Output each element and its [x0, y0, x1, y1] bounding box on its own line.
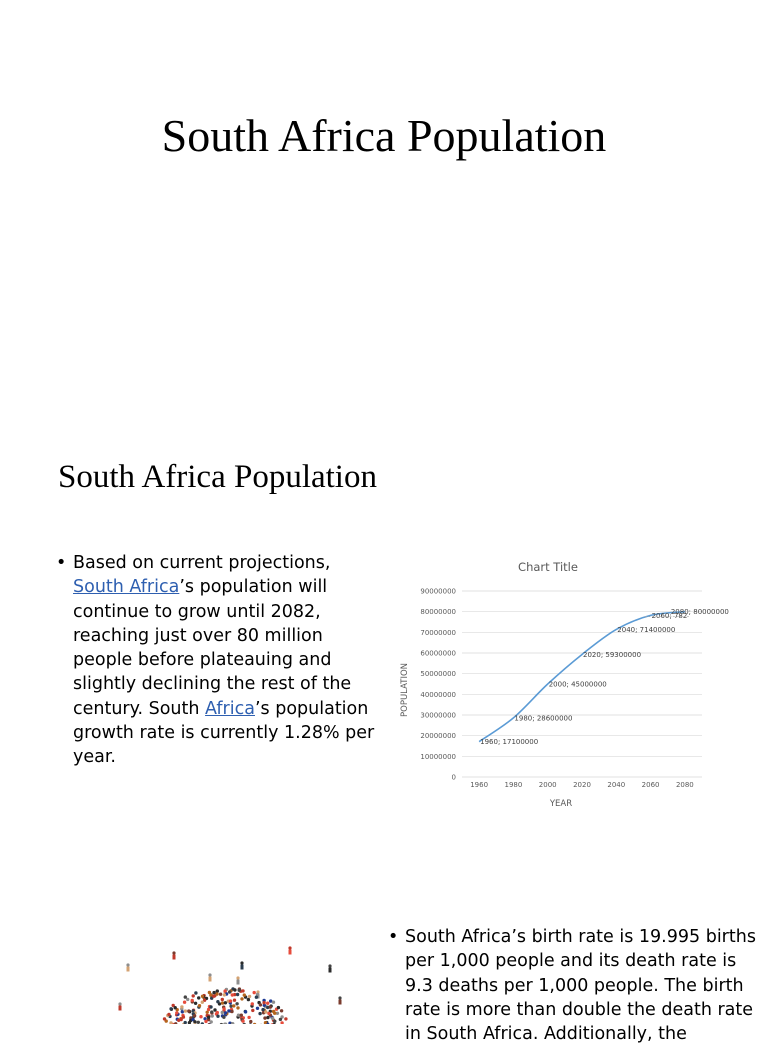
y-tick-label: 80000000	[420, 608, 456, 616]
data-label: 2040; 71400000	[617, 626, 675, 634]
bullet-projection	[56, 551, 376, 770]
x-axis-ticks	[470, 781, 694, 789]
data-label: 1980; 28600000	[514, 714, 572, 722]
x-tick-label: 2080	[676, 781, 694, 789]
x-tick-label: 2020	[573, 781, 591, 789]
y-tick-label: 50000000	[420, 670, 456, 678]
y-tick-label: 20000000	[420, 732, 456, 740]
x-tick-label: 2060	[642, 781, 660, 789]
section-title: South Africa Population	[58, 456, 377, 498]
x-tick-label: 1980	[505, 781, 523, 789]
y-tick-label: 60000000	[420, 650, 456, 658]
data-label: 1960; 17100000	[480, 738, 538, 746]
x-tick-label: 2000	[539, 781, 557, 789]
south-africa-link[interactable]: South Africa	[73, 577, 179, 597]
y-tick-label: 30000000	[420, 712, 456, 720]
data-label: 2060; 782	[652, 612, 688, 620]
data-labels	[480, 608, 729, 746]
y-axis-ticks	[420, 588, 456, 782]
data-label: 2080; 80000000	[671, 608, 729, 616]
bullet-text: Based on current projections, South Africa’s population will continue to grow until 2082, reaching just over 80 million people before plateauing and slightly declining the rest of the century. South Africa’s population growth rate is currently 1.28% per year.	[73, 551, 376, 770]
y-tick-label: 90000000	[420, 588, 456, 596]
population-chart	[390, 552, 760, 814]
bullet-marker: •	[56, 551, 73, 770]
x-axis-label: YEAR	[549, 799, 572, 809]
bullet-text: South Africa’s birth rate is 19.995 births per 1,000 people and its death rate is 9.3 deaths per 1,000 people. The birth rate is more than double the death rate in South Africa. Additionally, the	[405, 925, 760, 1046]
data-label: 2020; 59300000	[583, 651, 641, 659]
bullet-marker: •	[388, 925, 405, 1046]
y-tick-label: 40000000	[420, 691, 456, 699]
data-label: 2000; 45000000	[549, 681, 607, 689]
crowd-image	[90, 940, 380, 1024]
chart-title: Chart Title	[518, 560, 578, 574]
y-tick-label: 70000000	[420, 629, 456, 637]
x-tick-label: 2040	[607, 781, 625, 789]
y-tick-label: 10000000	[420, 753, 456, 761]
x-tick-label: 1960	[470, 781, 488, 789]
africa-link[interactable]: Africa	[205, 699, 255, 719]
bullet-birth-rate	[388, 925, 760, 1046]
y-tick-label: 0	[452, 774, 456, 782]
slide-title: South Africa Population	[0, 108, 768, 164]
y-axis-label: POPULATION	[400, 663, 410, 717]
